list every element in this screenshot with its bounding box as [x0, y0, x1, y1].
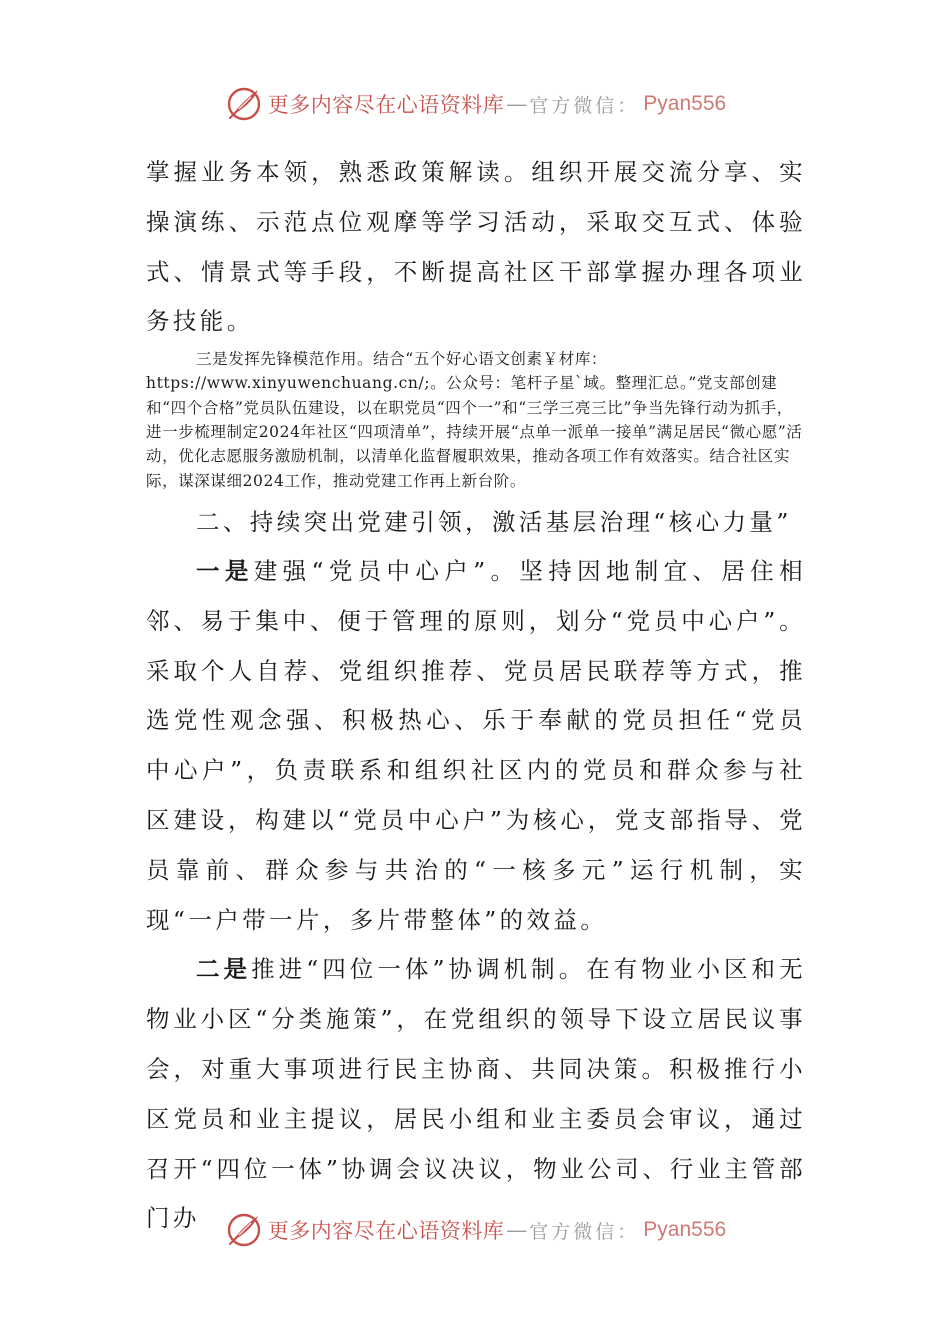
quill-pen-logo-icon	[224, 1210, 264, 1250]
paragraph-3	[146, 547, 806, 945]
paragraph-4-lead: 二是	[196, 955, 252, 984]
paragraph-3-lead: 一是	[196, 556, 254, 585]
paragraph-2-small	[146, 347, 806, 493]
banner-wechat-label: 官方微信：	[529, 1220, 640, 1243]
banner-site-name: 更多内容尽在心语资料库	[267, 93, 505, 117]
banner-wechat-label: 官方微信：	[529, 94, 640, 117]
header-banner	[0, 82, 950, 126]
paragraph-3-text: 建强“党员中心户”。坚持因地制宜、居住相邻、易于集中、便于管理的原则，划分“党员中心户”。采取个人自荐、党组织推荐、党员居民联荐等方式，推选党性观念强、积极热心、乐于奉献的党员担任“党员中心户”，负责联系和组织社区内的党员和群众参与社区建设，构建以“党员中心户”为核心，党支部指导、党员靠前、群众参与共治的“一核多元”运行机制，实现“一户带一片，多片带整体”的效益。	[146, 556, 806, 934]
paragraph-4-text: 推进“四位一体”协调机制。在有物业小区和无物业小区“分类施策”，在党组织的领导下设立居民议事会，对重大事项进行民主协商、共同决策。积极推行小区党员和业主提议，居民小组和业主委员会审议，通过召开“四位一体”协调会议决议，物业公司、行业主管部门办	[146, 955, 806, 1233]
banner-wechat-id: Pyan556	[643, 92, 727, 115]
section-heading: 二、持续突出党建引领，激活基层治理“核心力量”	[196, 507, 792, 536]
document-body	[146, 148, 806, 1244]
paragraph-1: 掌握业务本领，熟悉政策解读。组织开展交流分享、实操演练、示范点位观摩等学习活动，采取交互式、体验式、情景式等手段，不断提高社区干部掌握办理各项业务技能。	[146, 158, 806, 336]
footer-banner	[0, 1208, 950, 1252]
banner-site-name: 更多内容尽在心语资料库	[267, 1219, 505, 1243]
paragraph-4	[146, 945, 806, 1244]
quill-pen-logo-icon	[224, 84, 264, 124]
banner-dash: —	[506, 1218, 528, 1242]
banner-wechat-id: Pyan556	[643, 1218, 727, 1241]
banner-dash: —	[506, 92, 528, 116]
paragraph-2-text: 三是发挥先锋模范作用。结合“五个好心语文创素￥材库：https://www.xinyuwenchuang.cn/;。公众号：笔杆子星`域。整理汇总。”党支部创建和“四个合格”党员队伍建设，以在职党员“四个一”和“三学三亮三比”争当先锋行动为抓手，进一步梳理制定2024年社区“四项清单”，持续开展“点单一派单一接单”满足居民“微心愿”活动，优化志愿服务激励机制，以清单化监督履职效果，推动各项工作有效落实。结合社区实际，谋深谋细2024工作，推动党建工作再上新台阶。	[146, 350, 803, 490]
